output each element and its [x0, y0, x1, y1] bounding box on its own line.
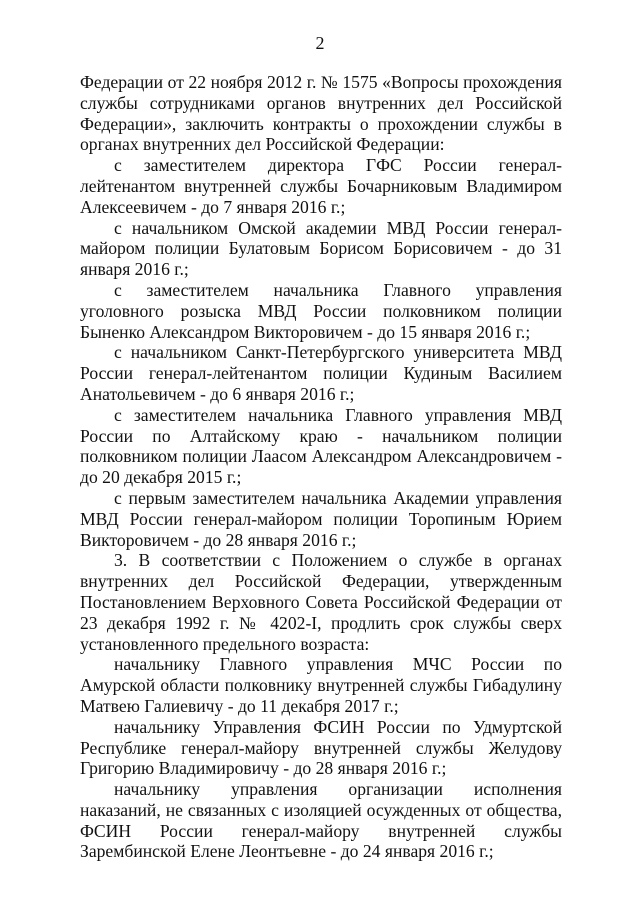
- paragraph-extend-zheludov: начальнику Управления ФСИН России по Удмуртской Республике генерал-майору внутренней службы Желудову Григорию Владимировичу - до 28 января 2016 г.;: [80, 716, 562, 779]
- paragraph-item-3: 3. В соответствии с Положением о службе в органах внутренних дел Российской Федерации, утвержденным Постановлением Верховного Совета Российской Федерации от 23 декабря 1992 г. № 4202-I, продлить срок службы сверх установленного предельного возраста:: [80, 550, 562, 654]
- paragraph-extend-zarembinskaya: начальнику управления организации исполнения наказаний, не связанных с изоляцией осужденных от общества, ФСИН России генерал-майору внутренней службы Зарембинской Елене Леонтьевне - до 24 января 2016 г.;: [80, 779, 562, 862]
- paragraph-continuation: Федерации от 22 ноября 2012 г. № 1575 «Вопросы прохождения службы сотрудниками органов внутренних дел Российской Федерации», заключить контракты о прохождении службы в органах внутренних дел Российской Федерации:: [80, 72, 562, 155]
- paragraph-extend-gibadulin: начальнику Главного управления МЧС России по Амурской области полковнику внутренней службы Гибадулину Матвею Галиевичу - до 11 декабря 2017 г.;: [80, 654, 562, 716]
- paragraph-contract-bulatov: с начальником Омской академии МВД России генерал-майором полиции Булатовым Борисом Борисовичем - до 31 января 2016 г.;: [80, 217, 562, 280]
- paragraph-contract-laas: с заместителем начальника Главного управления МВД России по Алтайскому краю - начальником полиции полковником полиции Лаасом Александром Александровичем - до 20 декабря 2015 г.;: [80, 404, 562, 488]
- paragraph-contract-kudin: с начальником Санкт-Петербургского университета МВД России генерал-лейтенантом полиции Кудиным Василием Анатольевичем - до 6 января 2016 г.;: [80, 342, 562, 404]
- paragraph-contract-toropin: с первым заместителем начальника Академии управления МВД России генерал-майором полиции Торопиным Юрием Викторовичем - до 28 января 2016 г.;: [80, 487, 562, 550]
- page-number: 2: [315, 33, 325, 53]
- document-body: [80, 72, 562, 862]
- paragraph-contract-bynenko: с заместителем начальника Главного управления уголовного розыска МВД России полковником полиции Быненко Александром Викторовичем - до 15 января 2016 г.;: [80, 279, 562, 342]
- paragraph-contract-bocharnikov: с заместителем директора ГФС России генерал-лейтенантом внутренней службы Бочарниковым Владимиром Алексеевичем - до 7 января 2016 г.;: [80, 155, 562, 217]
